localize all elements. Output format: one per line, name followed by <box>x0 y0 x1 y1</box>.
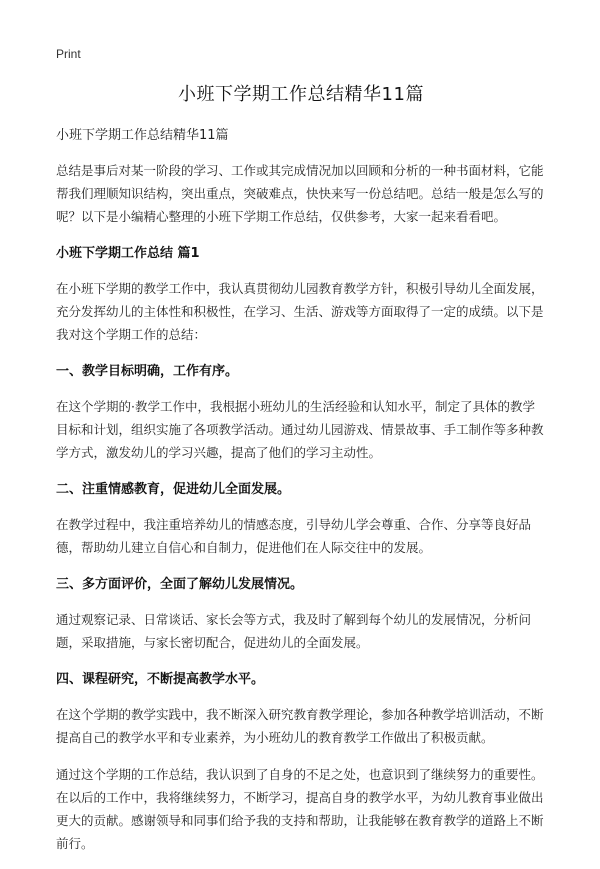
point-1-body: 在这个学期的·教学工作中，我根据小班幼儿的生活经验和认知水平，制定了具体的教学目标和计划，组织实施了各项教学活动。通过幼儿园游戏、情景故事、手工制作等多种教学方式，激发幼儿的学习兴趣，提高了他们的学习主动性。 <box>56 399 544 460</box>
print-label[interactable]: Print <box>56 47 81 61</box>
page-title: 小班下学期工作总结精华11篇 <box>178 84 424 105</box>
point-3-body: 通过观察记录、日常谈话、家长会等方式，我及时了解到每个幼儿的发展情况，分析问题，采取措施，与家长密切配合，促进幼儿的全面发展。 <box>56 612 532 650</box>
document-subtitle: 小班下学期工作总结精华11篇 <box>56 128 229 143</box>
conclusion-paragraph: 通过这个学期的工作总结，我认识到了自身的不足之处，也意识到了继续努力的重要性。在以后的工作中，我将继续努力，不断学习，提高自身的教学水平，为幼儿教育事业做出更大的贡献。感谢领导和同事们给予我的支持和帮助，让我能够在教育教学的道路上不断前行。 <box>56 767 544 851</box>
intro-paragraph: 总结是事后对某一阶段的学习、工作或其完成情况加以回顾和分析的一种书面材料，它能帮我们理顺知识结构，突出重点，突破难点，快快来写一份总结吧。总结一般是怎么写的呢？以下是小编精心整理的小班下学期工作总结，仅供参考，大家一起来看看吧。 <box>56 163 544 224</box>
document-body <box>56 80 546 869</box>
point-4-heading: 四、课程研究，不断提高教学水平。 <box>56 672 265 687</box>
point-2-heading: 二、注重情感教育，促进幼儿全面发展。 <box>56 482 291 497</box>
point-1-heading: 一、教学目标明确，工作有序。 <box>56 364 239 379</box>
point-3-heading: 三、多方面评价，全面了解幼儿发展情况。 <box>56 577 304 592</box>
point-4-body: 在这个学期的教学实践中，我不断深入研究教育教学理论，参加各种教学培训活动，不断提高自己的教学水平和专业素养，为小班幼儿的教育教学工作做出了积极贡献。 <box>56 707 544 745</box>
section-intro-paragraph: 在小班下学期的教学工作中，我认真贯彻幼儿园教育教学方针，积极引导幼儿全面发展，充分发挥幼儿的主体性和积极性，在学习、生活、游戏等方面取得了一定的成绩。以下是我对这个学期工作的总结： <box>56 281 544 342</box>
section-title: 小班下学期工作总结 篇1 <box>56 246 200 261</box>
point-2-body: 在教学过程中，我注重培养幼儿的情感态度，引导幼儿学会尊重、合作、分享等良好品德，帮助幼儿建立自信心和自制力，促进他们在人际交往中的发展。 <box>56 517 532 555</box>
